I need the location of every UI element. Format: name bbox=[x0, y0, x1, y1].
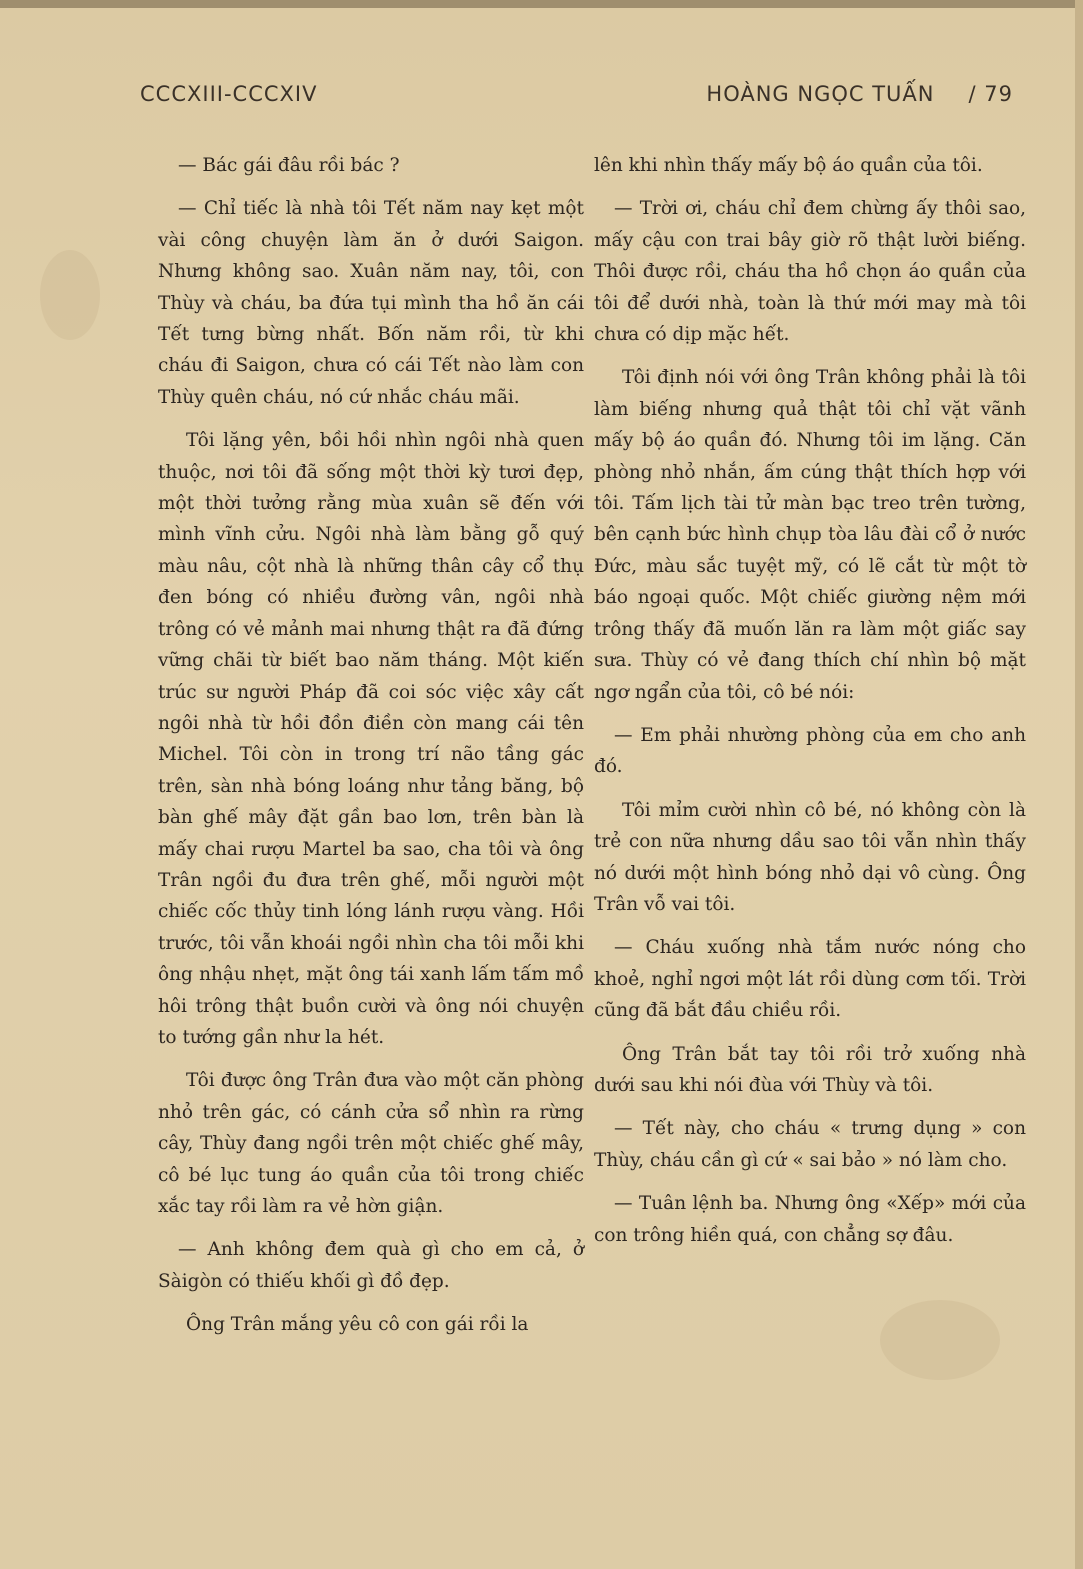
left-column bbox=[158, 150, 584, 1353]
right-column bbox=[594, 150, 1026, 1263]
paragraph: — Bác gái đâu rồi bác ? bbox=[178, 155, 400, 176]
paragraph: Tôi được ông Trân đưa vào một căn phòng nhỏ trên gác, có cánh cửa sổ nhìn ra rừng cây, Thùy đang ngồi trên một chiếc ghế mây, cô bé lục tung áo quần của tôi trong chiếc xắc tay rồi làm ra vẻ hờn giận. bbox=[158, 1070, 584, 1217]
paragraph: — Tuân lệnh ba. Nhưng ông «Xếp» mới của con trông hiền quá, con chẳng sợ đâu. bbox=[594, 1193, 1026, 1246]
paragraph: — Trời ơi, cháu chỉ đem chừng ấy thôi sao, mấy cậu con trai bây giờ rõ thật lười biếng. Thôi được rồi, cháu tha hồ chọn áo quần của tôi để dưới nhà, toàn là thứ mới may mà tôi chưa có dịp mặc hết. bbox=[594, 198, 1026, 346]
running-header bbox=[140, 82, 1013, 106]
paragraph: lên khi nhìn thấy mấy bộ áo quần của tôi. bbox=[594, 155, 983, 176]
page-right-edge bbox=[1075, 0, 1083, 1569]
paragraph: Tôi mỉm cười nhìn cô bé, nó không còn là trẻ con nữa nhưng dầu sao tôi vẫn nhìn thấy nó dưới một hình bóng nhỏ dại vô cùng. Ông Trân vỗ vai tôi. bbox=[594, 799, 1026, 915]
paragraph: Ông Trân mắng yêu cô con gái rồi la bbox=[186, 1314, 529, 1336]
paragraph: — Chỉ tiếc là nhà tôi Tết năm nay kẹt một vài công chuyện làm ăn ở dưới Saigon. Nhưng không sao. Xuân năm nay, tôi, con Thùy và cháu, ba đứa tụi mình tha hồ ăn cái Tết tưng bừng nhất. Bốn năm rồi, từ khi cháu đi Saigon, chưa có cái Tết nào làm con Thùy quên cháu, nó cứ nhắc cháu mãi. bbox=[158, 198, 584, 408]
paper-stain bbox=[880, 1300, 1000, 1380]
issue-number: CCCXIII-CCCXIV bbox=[140, 82, 318, 106]
paragraph: — Em phải nhường phòng của em cho anh đó. bbox=[594, 724, 1026, 778]
author-name: HOÀNG NGỌC TUẤN bbox=[706, 82, 935, 106]
paragraph: — Cháu xuống nhà tắm nước nóng cho khoẻ, nghỉ ngơi một lát rồi dùng cơm tối. Trời cũng đã bắt đầu chiều rồi. bbox=[594, 937, 1026, 1022]
paragraph: — Tết này, cho cháu « trưng dụng » con Thùy, cháu cần gì cứ « sai bảo » nó làm cho. bbox=[594, 1118, 1026, 1171]
paragraph: — Anh không đem quà gì cho em cả, ở Sàigòn có thiếu khối gì đồ đẹp. bbox=[158, 1239, 584, 1292]
page-number: / 79 bbox=[968, 82, 1013, 106]
page-top-edge bbox=[0, 0, 1083, 8]
paragraph: Ông Trân bắt tay tôi rồi trở xuống nhà dưới sau khi nói đùa với Thùy và tôi. bbox=[594, 1043, 1026, 1096]
paragraph: Tôi định nói với ông Trân không phải là tôi làm biếng nhưng quả thật tôi chỉ vặt vãnh mấy bộ áo quần đó. Nhưng tôi im lặng. Căn phòng nhỏ nhắn, ấm cúng thật thích hợp với tôi. Tấm lịch tài tử màn bạc treo trên tường, bên cạnh bức hình chụp tòa lâu đài cổ ở nước Đức, màu sắc tuyệt mỹ, có lẽ cắt từ một tờ báo ngoại quốc. Một chiếc giường nệm mới trông thấy đã muốn lăn ra làm một giấc say sưa. Thùy có vẻ đang thích chí nhìn bộ mặt ngơ ngẩn của tôi, cô bé nói: bbox=[594, 367, 1026, 703]
paragraph: Tôi lặng yên, bồi hồi nhìn ngôi nhà quen thuộc, nơi tôi đã sống một thời kỳ tươi đẹp, một thời tưởng rằng mùa xuân sẽ đến với mình vĩnh cửu. Ngôi nhà làm bằng gỗ quý màu nâu, cột nhà là những thân cây cổ thụ đen bóng có nhiều đường vân, ngôi nhà trông có vẻ mảnh mai nhưng thật ra đã đứng vững chãi từ biết bao năm tháng. Một kiến trúc sư người Pháp đã coi sóc việc xây cất ngôi nhà từ hồi đồn điền còn mang cái tên Michel. Tôi còn in trong trí não tầng gác trên, sàn nhà bóng loáng như tảng băng, bộ bàn ghế mây đặt gần bao lơn, trên bàn là mấy chai rượu Martel ba sao, cha tôi và ông Trân ngồi đu đưa trên ghế, mỗi người một chiếc cốc thủy tinh lóng lánh rượu vàng. Hồi trước, tôi vẫn khoái ngồi nhìn cha tôi mỗi khi ông nhậu nhẹt, mặt ông tái xanh lấm tấm mồ hôi trông thật buồn cười và ông nói chuyện to tướng gần như la hét. bbox=[158, 430, 584, 1048]
paper-stain bbox=[40, 250, 100, 340]
